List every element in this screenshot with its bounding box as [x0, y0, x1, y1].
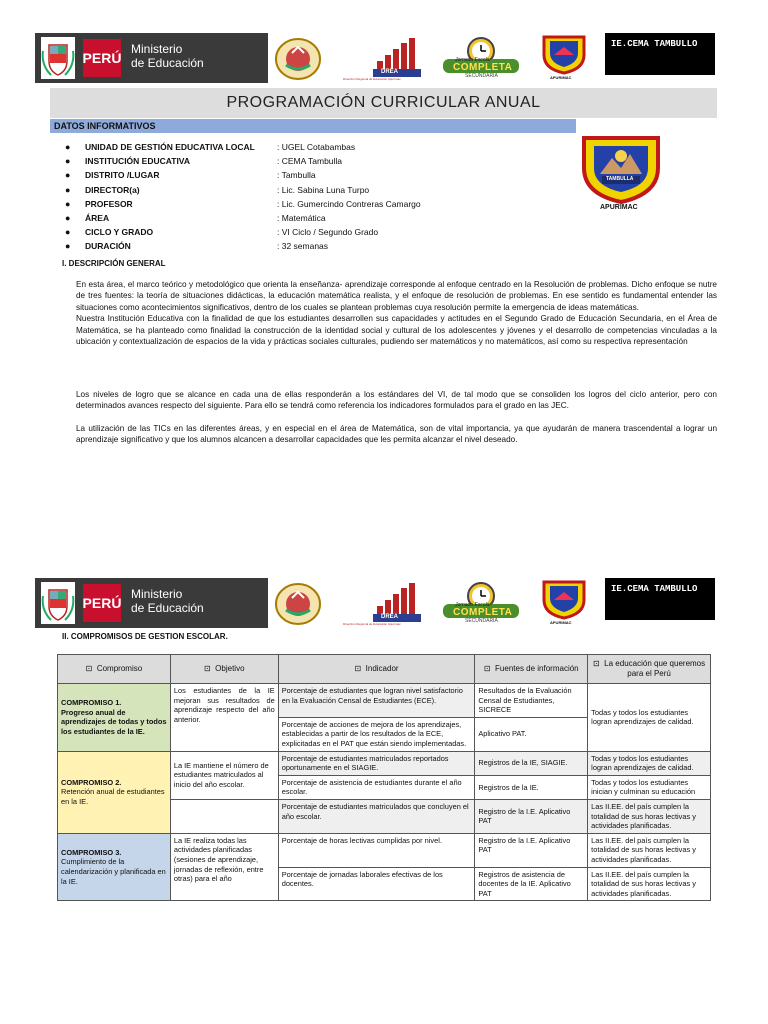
info-item	[65, 154, 535, 168]
bullet-icon: ●	[65, 156, 71, 167]
ie-label-box: IE.CEMA TAMBULLO	[605, 33, 715, 75]
page-title: PROGRAMACIÓN CURRICULAR ANUAL	[50, 88, 717, 118]
description-paragraph-1	[76, 279, 717, 347]
header-label: Compromiso	[96, 664, 143, 674]
info-item	[65, 197, 535, 211]
objetivo-3-cell: La IE realiza todas las actividades planificadas (sesiones de aprendizaje, jornadas de reflexión, entre otras) para el año	[170, 833, 278, 901]
info-list	[65, 140, 535, 254]
indicador-cell: Porcentaje de estudiantes que logran nivel satisfactorio en la Evaluación Censal de Estudiantes (ECE).	[278, 684, 475, 718]
indicador-cell: Porcentaje de acciones de mejora de los aprendizajes, establecidas a partir de los resultados de la ECE, explicitadas en el PAT que están siendo implementadas.	[278, 717, 475, 751]
drea-logo	[335, 580, 445, 626]
checkbox-icon: ⊡	[483, 664, 491, 674]
header-label: Objetivo	[215, 664, 245, 674]
info-value: : CEMA Tambulla	[277, 156, 343, 167]
side-school-badge	[576, 134, 666, 214]
info-label: PROFESOR	[85, 198, 133, 209]
info-label: DURACIÓN	[85, 241, 131, 252]
bullet-icon: ●	[65, 170, 71, 181]
compromiso-title: COMPROMISO 1.	[61, 698, 122, 708]
peru-label: PERÚ	[83, 584, 121, 622]
description-paragraph-3: La utilización de las TICs en las diferentes áreas, y en especial en el área de Matemática, son de vital importancia, ya que ayudarán de manera trascendental a lograr un aprendizaje significativo y que los alumnos alcancen a desarrollar capacidades que les permita alcanzar el nivel deseado.	[76, 424, 717, 445]
jec-logo	[435, 35, 527, 81]
bullet-icon: ●	[65, 198, 71, 209]
info-item	[65, 183, 535, 197]
checkbox-icon: ⊡	[204, 664, 211, 674]
info-value: : Tambulla	[277, 170, 316, 181]
jec-line1: Jornada Escolar	[455, 602, 492, 608]
table-row	[58, 751, 711, 775]
school-badge	[540, 35, 588, 81]
region-emblem-icon	[272, 580, 324, 626]
datos-title: DATOS INFORMATIVOS	[50, 119, 576, 133]
ministry-name	[131, 42, 204, 70]
ministry-line1: Ministerio	[131, 587, 183, 601]
info-label: ÁREA	[85, 213, 110, 224]
paragraph-text: En esta área, el marco teórico y metodológico que orienta la enseñanza- aprendizaje corresponde al enfoque centrado en la Resolución de problemas. Dicho enfoque se nutre de tres fuentes: la teoría de situaciones didácticas, la educación matemática realista, y el enfoque de resolución de problemas. En ese sentido es fundamental entender las situaciones como acontecimientos significativos, dentro de los cuales se plantean problemas cuya resolución permite la emergencia de ideas matemáticas.	[76, 280, 717, 312]
jec-line3: SECUNDARIA	[465, 73, 498, 79]
section1-title: I. DESCRIPCIÓN GENERAL	[62, 259, 166, 268]
header-label: Fuentes de información	[495, 664, 579, 674]
header-label: Indicador	[365, 664, 399, 674]
compromiso-title: COMPROMISO 2.	[61, 777, 122, 787]
indicador-cell: Porcentaje de estudiantes matriculados que concluyen el año escolar.	[278, 799, 475, 833]
fuente-cell: Resultados de la Evaluación Censal de Estudiantes, SICRECE	[475, 684, 588, 718]
ministry-line2: de Educación	[131, 601, 204, 615]
indicador-cell: Porcentaje de horas lectivas cumplidas por nivel.	[278, 833, 475, 867]
info-item	[65, 239, 535, 253]
school-shield-icon	[540, 35, 588, 75]
table-row	[58, 684, 711, 718]
ministry-line1: Ministerio	[131, 42, 183, 56]
info-item	[65, 211, 535, 225]
compromiso-title: COMPROMISO 3.	[61, 847, 122, 857]
info-item	[65, 140, 535, 154]
drea-subtitle: Dirección Regional de Educación Apurímac	[343, 622, 401, 626]
info-item	[65, 168, 535, 182]
info-item	[65, 225, 535, 239]
fuente-cell: Registros de asistencia de docentes de la IE. Aplicativo PAT	[475, 867, 588, 901]
compromiso-text: Retención anual de estudiantes en la IE.	[61, 787, 165, 806]
ministry-name	[131, 587, 204, 615]
educacion-cell: Las II.EE. del país cumplen la totalidad de sus horas lectivas y actividades planificadas.	[588, 799, 711, 833]
compromiso-text: Cumplimiento de la calendarización y planificada en la IE.	[61, 857, 166, 886]
bullet-icon: ●	[65, 142, 71, 153]
compromisos-table	[57, 654, 711, 901]
header-fuentes	[475, 655, 588, 684]
peru-coat-of-arms-icon	[41, 37, 75, 79]
info-label: DIRECTOR(a)	[85, 184, 140, 195]
info-value: : Lic. Sabina Luna Turpo	[277, 184, 370, 195]
drea-subtitle: Dirección Regional de Educación Apurímac	[343, 77, 401, 81]
header-educacion	[588, 655, 711, 684]
header-indicador	[278, 655, 475, 684]
side-badge-region: APURIMAC	[600, 204, 638, 211]
badge-label: APURIMAC	[550, 75, 572, 80]
checkbox-icon: ⊡	[593, 659, 600, 669]
school-shield-icon	[540, 580, 588, 620]
checkbox-icon: ⊡	[354, 664, 362, 674]
info-value: : 32 semanas	[277, 241, 329, 252]
page-header	[35, 33, 715, 83]
ministry-line2: de Educación	[131, 56, 204, 70]
jec-line3: SECUNDARIA	[465, 618, 498, 624]
educacion-cell: Las II.EE. del país cumplen la totalidad de sus horas lectivas y actividades planificadas.	[588, 867, 711, 901]
bullet-icon: ●	[65, 241, 71, 252]
objetivo-empty-cell	[170, 799, 278, 833]
info-value: : Matemática	[277, 213, 326, 224]
peru-label: PERÚ	[83, 39, 121, 77]
side-badge-school: TAMBULLA	[606, 176, 634, 182]
school-crest-icon	[576, 134, 666, 204]
bullet-icon: ●	[65, 184, 71, 195]
section2-title: II. COMPROMISOS DE GESTION ESCOLAR.	[62, 632, 228, 641]
fuente-cell: Registros de la IE, SIAGIE.	[475, 751, 588, 775]
info-label: INSTITUCIÓN EDUCATIVA	[85, 156, 190, 167]
jec-line1: Jornada Escolar	[455, 57, 492, 63]
ie-label-box: IE.CEMA TAMBULLO	[605, 578, 715, 620]
educacion-cell: Todas y todos los estudiantes inician y culminan su educación	[588, 775, 711, 799]
info-value: : VI Ciclo / Segundo Grado	[277, 227, 379, 238]
page-header-2	[35, 578, 715, 628]
compromiso-1-cell	[58, 684, 171, 752]
region-emblem-icon	[272, 35, 324, 81]
bullet-icon: ●	[65, 213, 71, 224]
info-label: UNIDAD DE GESTIÓN EDUCATIVA LOCAL	[85, 142, 255, 153]
indicador-cell: Porcentaje de jornadas laborales efectivas de los docentes.	[278, 867, 475, 901]
educacion-cell: Todas y todos los estudiantes logran aprendizajes de calidad.	[588, 684, 711, 752]
peru-coat-of-arms-icon	[41, 582, 75, 624]
header-compromiso	[58, 655, 171, 684]
school-badge	[540, 580, 588, 626]
checkbox-icon: ⊡	[85, 664, 93, 674]
jec-line2: COMPLETA	[453, 62, 513, 73]
paragraph-text: Nuestra Institución Educativa con la finalidad de que los estudiantes desarrollen sus capacidades y actitudes en el Segundo Grado de Educación Secundaria, en el Área de Matemática, se ha planteado como finalidad la construcción de la identidad social y cultural de los adolescentes y jóvenes y el desarrollo de competencias vinculadas a la ubicación y contextualización de espacios de la vida y prácticas sociales culturales, pudiendo ser matemáticos y no matemáticos, así como su respectiva representación	[76, 314, 717, 347]
drea-label: DREA	[381, 69, 399, 75]
fuente-cell: Registro de la I.E. Aplicativo PAT	[475, 799, 588, 833]
jec-line2: COMPLETA	[453, 607, 513, 618]
ministry-banner	[35, 33, 268, 83]
educacion-cell: Todas y todos los estudiantes logran aprendizajes de calidad.	[588, 751, 711, 775]
description-paragraph-2: Los niveles de logro que se alcance en cada una de ellas responderán a los estándares del VI, de tal modo que se consoliden los logros del ciclo anterior, pero con determinados avances respecto del siguiente. Para ello se tendrá como referencia los indicadores formulados para el grado en las JEC.	[76, 390, 717, 411]
indicador-cell: Porcentaje de asistencia de estudiantes durante el año escolar.	[278, 775, 475, 799]
badge-label: APURIMAC	[550, 620, 572, 625]
info-label: DISTRITO /LUGAR	[85, 170, 160, 181]
ministry-banner	[35, 578, 268, 628]
table-row	[58, 833, 711, 867]
fuente-cell: Aplicativo PAT.	[475, 717, 588, 751]
info-label: CICLO Y GRADO	[85, 227, 154, 238]
indicador-cell: Porcentaje de estudiantes matriculados reportados oportunamente en el SIAGIE.	[278, 751, 475, 775]
info-value: : Lic. Gumercindo Contreras Camargo	[277, 198, 421, 209]
drea-label: DREA	[381, 614, 399, 620]
compromiso-text: Progreso anual de aprendizajes de todas y todos los estudiantes de la IE.	[61, 707, 167, 736]
header-objetivo	[170, 655, 278, 684]
info-value: : UGEL Cotabambas	[277, 142, 356, 153]
fuente-cell: Registro de la I.E. Aplicativo PAT	[475, 833, 588, 867]
jec-logo	[435, 580, 527, 626]
table-header-row	[58, 655, 711, 684]
compromiso-3-cell	[58, 833, 171, 901]
objetivo-2-cell: La IE mantiene el número de estudiantes matriculados al inicio del año escolar.	[170, 751, 278, 799]
bullet-icon: ●	[65, 227, 71, 238]
educacion-cell: Las II.EE. del país cumplen la totalidad de sus horas lectivas y actividades planificadas.	[588, 833, 711, 867]
header-label: La educación que queremos para el Perú	[604, 659, 706, 678]
fuente-cell: Registros de la IE.	[475, 775, 588, 799]
drea-logo	[335, 35, 445, 81]
objetivo-1-cell: Los estudiantes de la IE mejoran sus resultados de aprendizaje respecto del año anterior.	[170, 684, 278, 752]
compromiso-2-cell	[58, 751, 171, 833]
